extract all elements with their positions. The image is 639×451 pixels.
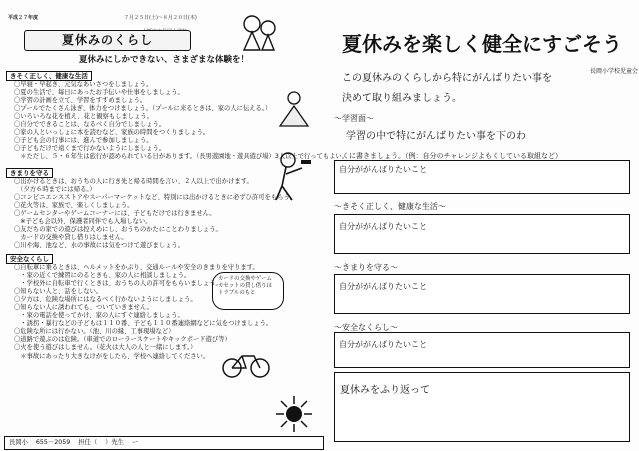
list-item: ＊ただし、５・６年生は旅行が認められている日があります。（長男遊園地・遊具遊び場）3人以上で行ってもよい。 bbox=[14, 153, 349, 161]
list-item: ・誘拐・暴行などの子どもは１１０番、子ども１１０番連絡網などに気をつけましょう。 bbox=[14, 320, 273, 328]
section-heading-rules: きまりを守る bbox=[6, 168, 53, 178]
list-item: 〇学習の計画を立て、学習をすすめましょう。 bbox=[14, 97, 147, 105]
list-item: 〇自分でできることは、なるべく自分でしましょう。 bbox=[14, 121, 166, 129]
list-item: 〇知らない人に誘われても、ついていきません。 bbox=[14, 304, 153, 312]
page-banner: 夏休みにしかできない、さまざまな体験を！ bbox=[78, 55, 249, 65]
section-health: 〜きそく正しく、健康な生活〜 bbox=[334, 202, 446, 211]
list-item: ・家の近くで練習にのるときも、家の人に相談しましょう。 bbox=[14, 272, 191, 280]
teacher-label: ）先生 bbox=[105, 438, 125, 446]
list-item: 〇出かけるときは、おうちの人に行き先と帰る時間を言い、２人以上で出かけます。 bbox=[14, 178, 253, 185]
write-box-rules[interactable] bbox=[334, 274, 630, 314]
list-item: 〇プールでたくさん泳ぎ、体力をつけましょう。（プールに来るときは、家の人に伝える。） bbox=[14, 105, 272, 113]
write-box-reflection[interactable] bbox=[334, 372, 630, 442]
note-line: トラブルのもと bbox=[218, 290, 256, 296]
list-item: 〇川や海、池など、水の事故には気をつけて遊びましょう。 bbox=[14, 242, 185, 250]
write-box-study[interactable] bbox=[334, 160, 630, 194]
school-tel-label: 長岡小 bbox=[9, 438, 28, 446]
right-page bbox=[334, 8, 636, 448]
page-title: 夏休みのくらし bbox=[24, 30, 191, 51]
list-item: 〇夏の生活で、毎日にあったお手伝いや仕事をしましょう。 bbox=[14, 89, 184, 97]
write-box-safety[interactable] bbox=[334, 332, 630, 368]
list-item: 〇火を使う遊びはしません。（花火は大人の人と一緒にします。） bbox=[14, 344, 197, 352]
list-item: ＊事故にあったり大きなけがをしたら、学校へ連絡してください。 bbox=[14, 352, 210, 360]
bicycle-icon bbox=[220, 346, 274, 380]
children-illustration bbox=[234, 10, 282, 52]
box-prompt: 自分ががんばりたいこと bbox=[339, 165, 427, 174]
list-item: ・家の電話を使ってかけ、家の人にすぐ連絡しましょう。 bbox=[14, 312, 184, 320]
section-safety: 〜安全なくらし〜 bbox=[334, 323, 398, 332]
list-item: ※子ども会以外、保護者同伴でも入場しない。 bbox=[14, 218, 152, 226]
book-reading-icon bbox=[274, 88, 316, 132]
study-line-2: くに書きましょう。（例：自分のチャレンジよもくしている取組など） bbox=[342, 152, 562, 160]
date-range: ７月２５日(土)～８月２０日(木) bbox=[124, 15, 197, 21]
list-item: 〇ゲームセンターやゲームコーナーには、子どもだけでは行きません。 bbox=[14, 210, 216, 218]
list-item: 〇子どもだけで遠くまで行かないようにしましょう。 bbox=[14, 145, 166, 153]
fireworks-icon bbox=[274, 394, 316, 434]
section-rules: 〜きまりを守る〜 bbox=[334, 263, 398, 272]
contact-footer bbox=[4, 436, 324, 450]
box-prompt: 自分ががんばりたいこと bbox=[339, 282, 427, 291]
list-item: 〇花火等は、家族で、楽しくしましょう。 bbox=[14, 202, 134, 210]
note-line: カセットの貸し借りは bbox=[218, 283, 272, 289]
list-item: 〇危険な所には行かない。（池、川の縁、工事現場など） bbox=[14, 328, 175, 336]
list-item: 〇友だちの家での遊びは控えめにし、おうちのかたにことわりましょう。 bbox=[14, 226, 222, 234]
left-page bbox=[4, 8, 349, 448]
intro-line-2: 決めて取り組みましょう。 bbox=[342, 93, 462, 104]
list-item: 〇子ども会の行事には、進んで参加しましょう。 bbox=[14, 137, 153, 145]
box-prompt: 自分ががんばりたいこと bbox=[339, 222, 427, 231]
section-heading-health: きそく正しく、健康な生活 bbox=[6, 71, 92, 81]
year-label: 平成２７年度 bbox=[8, 15, 39, 21]
note-line: カードの交換やゲーム bbox=[218, 276, 272, 282]
box-prompt: 自分ががんばりたいこと bbox=[339, 340, 427, 349]
health-lines bbox=[14, 81, 349, 161]
list-item: 〇自転車に乗るときは、ヘルメットをかぶり、交通ルールや安全のきまりを守ります。 bbox=[14, 264, 259, 271]
list-item: 〇道路で遊ぶのは危険。（車道でのローラースケートやキックボード遊び等） bbox=[14, 336, 231, 344]
study-line-1: 学習の中で特にがんばりたい事を下のわ bbox=[346, 131, 526, 142]
worksheet-title: 夏休みを楽しく健全にすごそう bbox=[342, 32, 622, 56]
intro-line-1: この夏休みのくらしから特にがんばりたい事を bbox=[342, 73, 552, 84]
list-item: 〇夕方は、危険な場所にはなるべく行かないようにしましょう。 bbox=[14, 296, 197, 304]
write-box-health[interactable] bbox=[334, 214, 630, 254]
student-council-name: 長岡小学校児童会 bbox=[589, 68, 638, 75]
section-heading-safety: 安全なくらし bbox=[6, 254, 53, 264]
section-study: 〜学習面〜 bbox=[334, 114, 374, 123]
list-item: 〇家の人といっしょに本を読むなど、家族の時間をつくりましょう。 bbox=[14, 129, 210, 137]
list-item: 〇早寝・早起き、元気なあいさつをしましょう。 bbox=[14, 81, 153, 88]
school-tel: 655－2059 bbox=[35, 438, 71, 446]
footer-dash: ー bbox=[132, 438, 139, 446]
list-item: （夕方６時までには帰る。） bbox=[14, 186, 96, 194]
list-item: 〇コンビニエンスストアやスーパーマーケットなど、特別には出かけるときに必ずひ許可をもらう。 bbox=[14, 194, 297, 202]
class-label: 担任（ bbox=[78, 438, 98, 446]
list-item: カードの交換や貸し借りはしません。 bbox=[14, 234, 128, 242]
list-item: 〇知らない人と、話をしない。 bbox=[14, 288, 103, 296]
list-item: 〇いろいろな花を植え、花と観察もしましょう。 bbox=[14, 113, 153, 121]
list-item: ・学校外に自転車で行くときは、おうちの人の許可をもらいましょう。 bbox=[14, 280, 222, 288]
reflection-label: 夏休みをふり返って bbox=[340, 385, 430, 396]
rules-lines bbox=[14, 178, 297, 250]
